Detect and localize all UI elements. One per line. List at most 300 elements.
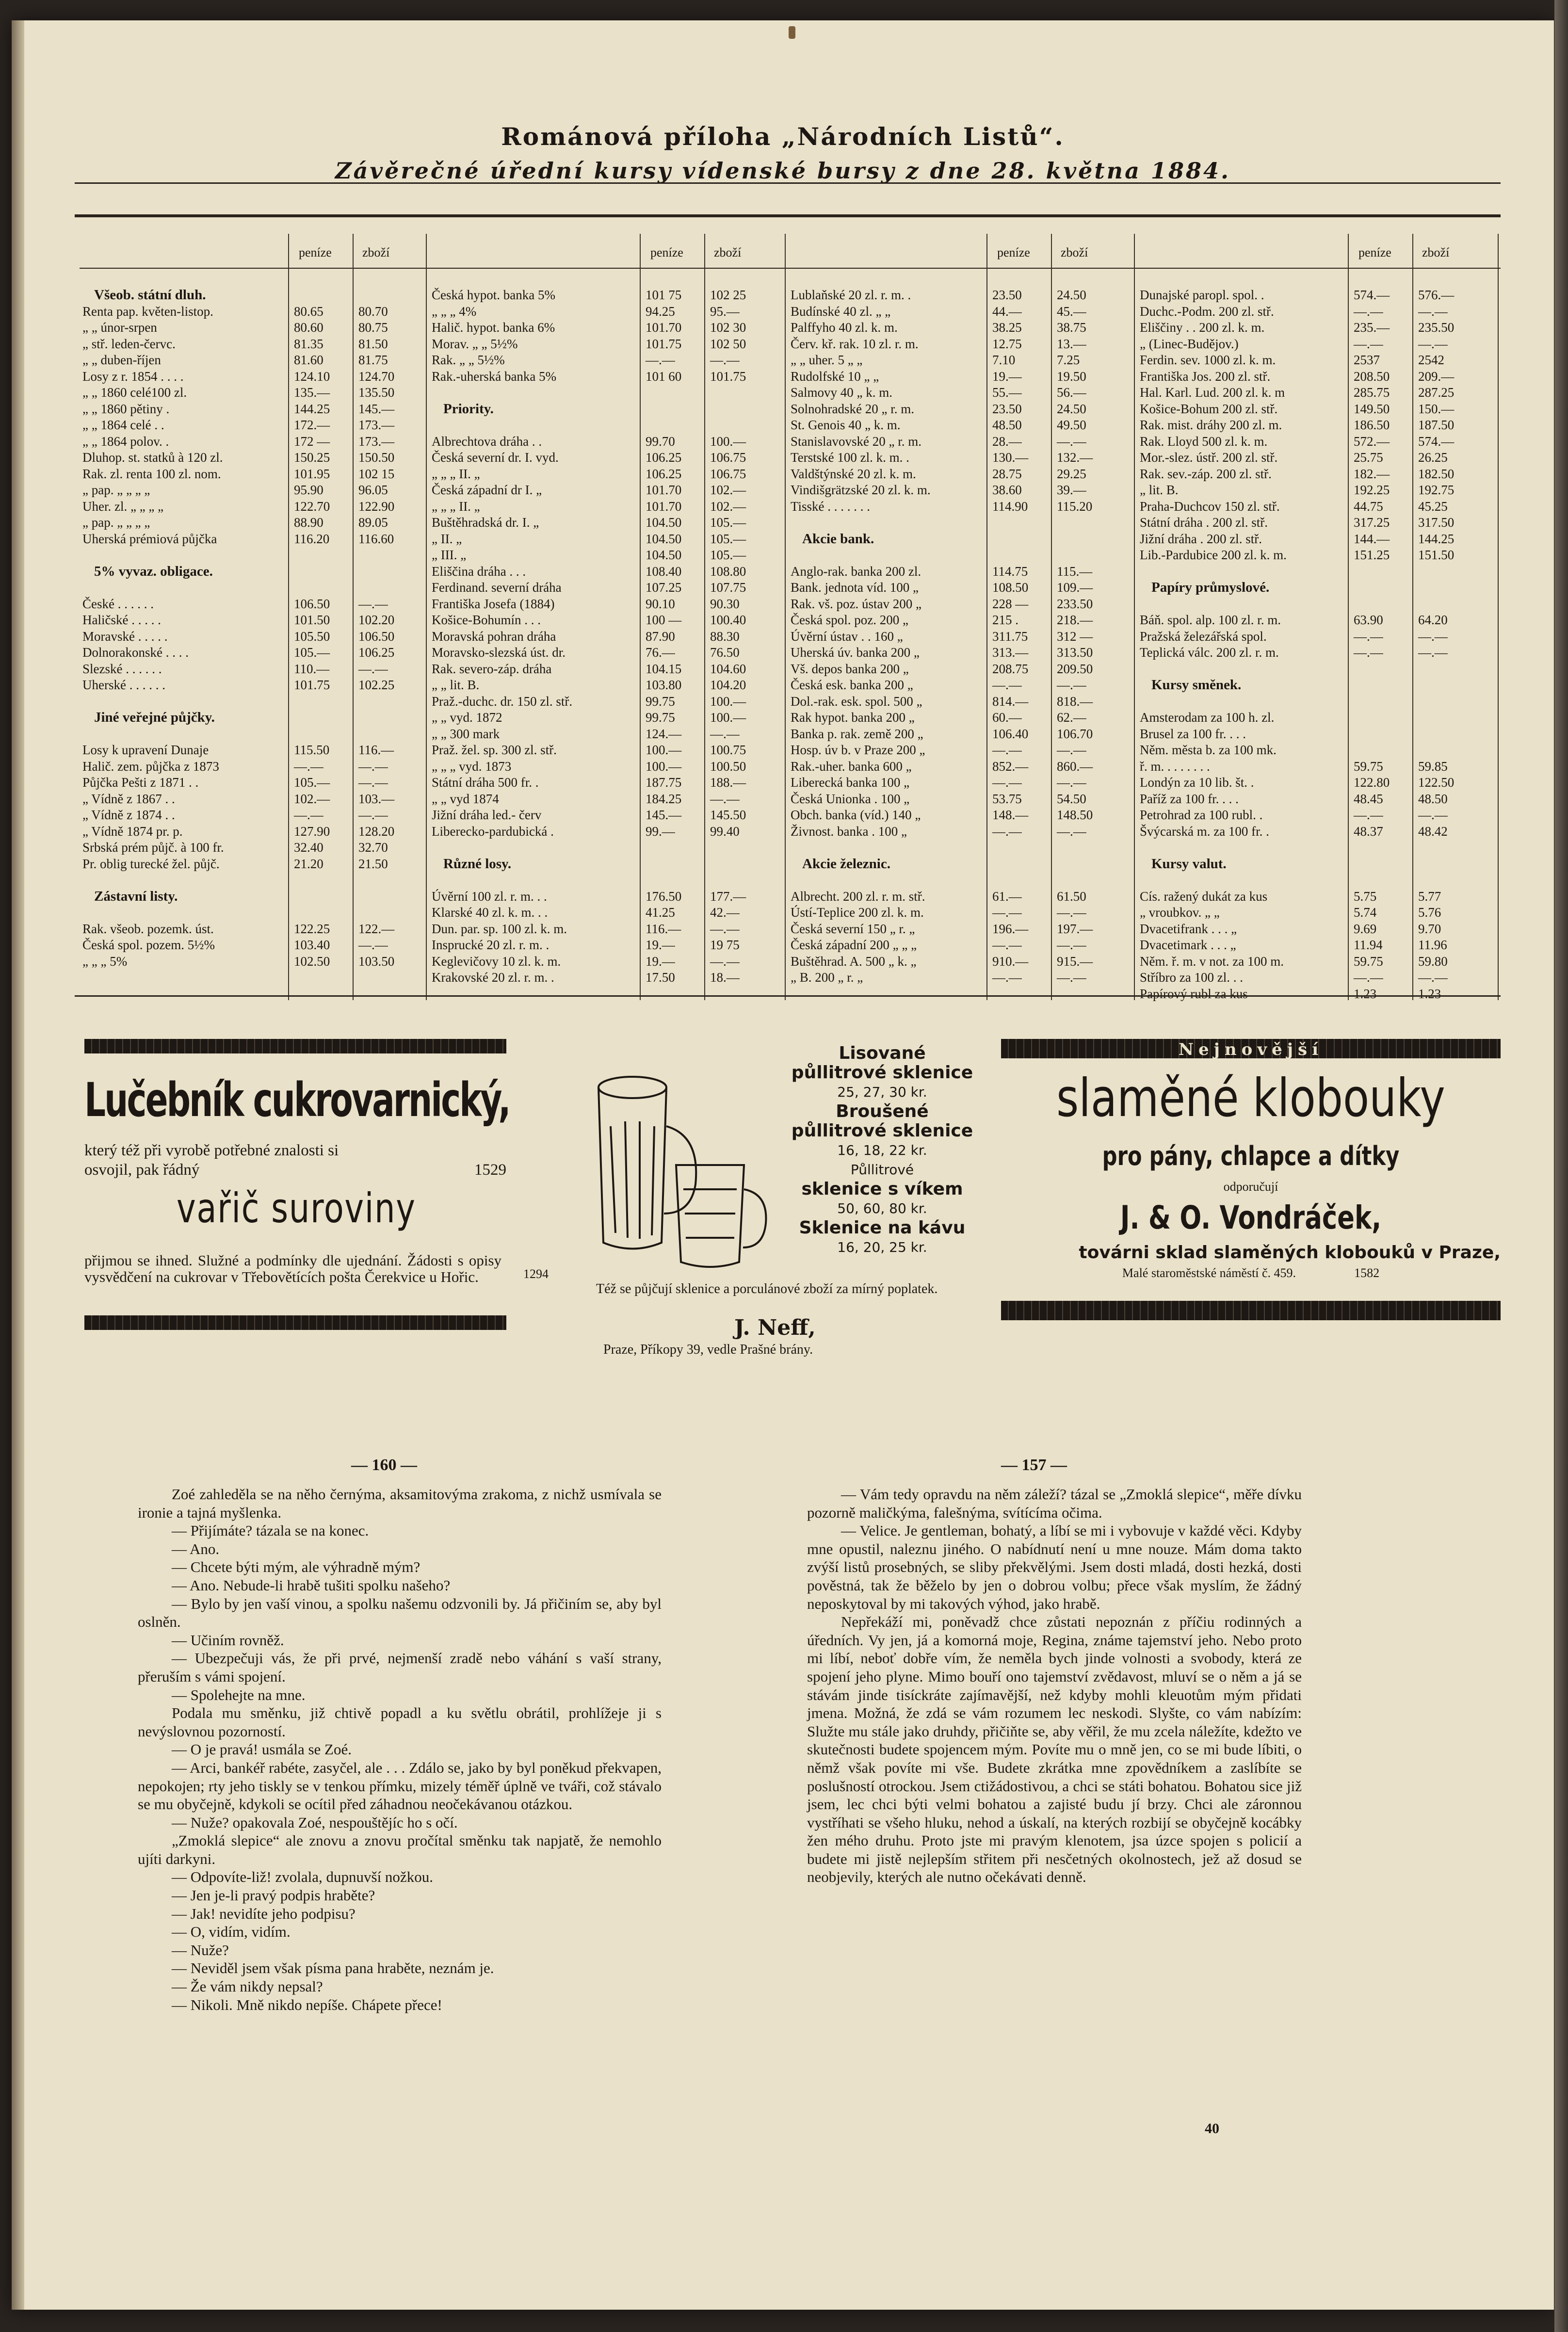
goods-price: 148.50 xyxy=(1057,808,1093,822)
ad-left-line1: který též při vyrobě potřebné znalosti si xyxy=(84,1142,339,1159)
security-name: Pražská železářská spol. xyxy=(1140,629,1267,644)
ad-right-firm: J. & O. Vondráček, xyxy=(1120,1199,1382,1236)
money-price: 11.94 xyxy=(1354,938,1383,952)
section-heading xyxy=(80,287,429,304)
goods-price: —.— xyxy=(1057,970,1086,985)
exchange-row xyxy=(429,612,788,629)
security-name: Albrecht. 200 zl. r. m. stř. xyxy=(791,889,925,904)
header-goods: zboží xyxy=(1422,245,1450,259)
security-name: Akcie železnic. xyxy=(802,856,890,872)
money-price: 90.10 xyxy=(646,596,675,611)
paragraph: — Že vám nikdy nepsal? xyxy=(172,1978,323,1995)
goods-price: 100.— xyxy=(710,710,746,725)
money-price: 94.25 xyxy=(646,304,675,319)
ad-right-number: 1582 xyxy=(1354,1266,1380,1280)
security-name: Státní dráha . 200 zl. stř. xyxy=(1140,515,1268,530)
money-price: 208.75 xyxy=(992,661,1029,676)
money-price: 187.75 xyxy=(646,775,682,790)
exchange-table xyxy=(80,234,1501,1000)
goods-price: 915.— xyxy=(1057,954,1093,969)
security-name: Ferdin. sev. 1000 zl. k. m. xyxy=(1140,353,1276,367)
security-name: Budínské 40 zl. „ „ xyxy=(791,304,891,319)
goods-price: 122.90 xyxy=(358,499,395,514)
goods-price: 7.25 xyxy=(1057,353,1080,367)
exchange-row xyxy=(429,417,788,434)
security-name: Uherská prémiová půjčka xyxy=(82,531,217,546)
goods-price: 59.85 xyxy=(1418,759,1448,774)
money-price: 176.50 xyxy=(646,889,682,904)
goods-price: 102.— xyxy=(710,499,746,514)
section-heading xyxy=(80,889,429,905)
ad-middle-l5: půllitrové sklenice xyxy=(791,1121,973,1141)
ad-right-big: slaměné klobouky xyxy=(1056,1068,1445,1129)
security-name: Všeob. státní dluh. xyxy=(94,287,206,303)
security-name: Liberecko-pardubická . xyxy=(432,824,554,839)
security-name: Eliščiny . . 200 zl. k. m. xyxy=(1140,320,1265,335)
money-price: 102.— xyxy=(294,791,330,806)
exchange-row xyxy=(80,791,429,808)
goods-price: 100.— xyxy=(710,694,746,709)
goods-price: 104.60 xyxy=(710,661,746,676)
money-price: 106.25 xyxy=(646,466,682,481)
money-price: 17.50 xyxy=(646,970,675,985)
exchange-row xyxy=(1137,515,1501,531)
exchange-row xyxy=(80,401,429,418)
exchange-row xyxy=(788,954,1137,970)
goods-price: 59.80 xyxy=(1418,954,1448,969)
exchange-row xyxy=(80,369,429,385)
security-name: Jižní dráha led.- červ xyxy=(432,808,542,822)
paragraph: — Jak! nevidíte jeho podpisu? xyxy=(172,1905,356,1922)
ad-right-line2: Malé staroměstské náměstí č. 459. xyxy=(1122,1266,1296,1280)
security-name: Moravská pohran dráha xyxy=(432,629,556,644)
money-price: 149.50 xyxy=(1354,401,1390,416)
exchange-row xyxy=(429,515,788,531)
money-price: 5.75 xyxy=(1354,889,1377,904)
exchange-row xyxy=(1137,905,1501,921)
security-name: Česká západní dr I. „ xyxy=(432,483,542,497)
goods-price: 24.50 xyxy=(1057,401,1086,416)
money-price: —.— xyxy=(992,938,1022,952)
exchange-row xyxy=(80,905,429,921)
security-name: Rak. zl. renta 100 zl. nom. xyxy=(82,466,221,481)
money-price: —.— xyxy=(1354,645,1383,660)
goods-price: 89.05 xyxy=(358,515,388,530)
security-name: Půjčka Pešti z 1871 . . xyxy=(82,775,199,790)
security-name: Papírový rubl za kus xyxy=(1140,986,1248,1001)
money-price: 101 75 xyxy=(646,288,682,302)
exchange-row xyxy=(1137,645,1501,661)
exchange-row xyxy=(429,759,788,775)
exchange-row xyxy=(80,499,429,515)
exchange-row xyxy=(1137,564,1501,580)
goods-price: 54.50 xyxy=(1057,791,1086,806)
money-price: 574.— xyxy=(1354,288,1390,302)
exchange-row xyxy=(80,742,429,759)
section-heading xyxy=(80,564,429,580)
goods-price: 574.— xyxy=(1418,434,1455,449)
exchange-row xyxy=(1137,352,1501,369)
security-name: Jiné veřejné půjčky. xyxy=(94,710,215,725)
exchange-row xyxy=(429,824,788,840)
money-price: 25.75 xyxy=(1354,450,1383,465)
exchange-row xyxy=(1137,401,1501,418)
money-price: 150.25 xyxy=(294,450,330,465)
exchange-row xyxy=(1137,417,1501,434)
money-price: 80.60 xyxy=(294,320,323,335)
exchange-row xyxy=(788,645,1137,661)
goods-price: 81.50 xyxy=(358,336,388,351)
money-price: 122.25 xyxy=(294,921,330,936)
exchange-row xyxy=(1137,304,1501,320)
exchange-row xyxy=(1137,775,1501,791)
exchange-row xyxy=(80,677,429,694)
exchange-row xyxy=(429,905,788,921)
pin-mark xyxy=(789,26,795,39)
exchange-column-header xyxy=(1137,234,1501,269)
goods-price: 317.50 xyxy=(1418,515,1455,530)
security-name: Buštěhradská dr. I. „ xyxy=(432,515,539,530)
ad-middle-list xyxy=(773,1044,991,1257)
goods-price: —.— xyxy=(710,791,740,806)
exchange-row xyxy=(429,482,788,499)
money-price: 5.74 xyxy=(1354,905,1377,920)
security-name: Hosp. úv b. v Praze 200 „ xyxy=(791,743,925,757)
exchange-row xyxy=(80,872,429,889)
exchange-column xyxy=(1137,234,1501,1000)
money-price: 215 . xyxy=(992,613,1018,627)
security-name: ř. m. . . . . . . . xyxy=(1140,759,1210,774)
paragraph: — Nikoli. Mně nikdo nepíše. Chápete přece! xyxy=(172,1996,442,2013)
goods-price: 105.— xyxy=(710,515,746,530)
goods-price: 45.25 xyxy=(1418,499,1448,514)
security-name: Halič. hypot. banka 6% xyxy=(432,320,555,335)
security-name: Ferdinand. severní dráha xyxy=(432,580,562,595)
header-goods: zboží xyxy=(362,245,390,259)
exchange-row xyxy=(80,336,429,353)
exchange-row xyxy=(80,450,429,466)
exchange-row xyxy=(80,937,429,954)
goods-price: 860.— xyxy=(1057,759,1093,774)
money-price: 102.50 xyxy=(294,954,330,969)
header-money: peníze xyxy=(650,245,683,259)
exchange-row xyxy=(80,840,429,856)
paragraph: — Ano. xyxy=(172,1540,220,1557)
money-price: 317.25 xyxy=(1354,515,1390,530)
security-name: Londýn za 10 lib. št. . xyxy=(1140,775,1254,790)
security-name: Teplická válc. 200 zl. r. m. xyxy=(1140,645,1279,660)
security-name: Dol.-rak. esk. spol. 500 „ xyxy=(791,694,922,709)
paragraph: — Chcete býti mým, ale výhradně mým? xyxy=(172,1558,420,1576)
money-price: 103.80 xyxy=(646,678,682,692)
exchange-row xyxy=(429,336,788,353)
security-name: Akcie bank. xyxy=(802,531,874,547)
exchange-row xyxy=(429,791,788,808)
money-price: 572.— xyxy=(1354,434,1390,449)
goods-price: 45.— xyxy=(1057,304,1086,319)
security-name: Báň. spol. alp. 100 zl. r. m. xyxy=(1140,613,1281,627)
exchange-row xyxy=(1137,612,1501,629)
money-price: 135.— xyxy=(294,385,330,400)
security-name: Uherská úv. banka 200 „ xyxy=(791,645,920,660)
goods-price: 88.30 xyxy=(710,629,740,644)
exchange-row xyxy=(80,385,429,401)
goods-price: 182.50 xyxy=(1418,466,1455,481)
security-name: Dvacetifrank . . . „ xyxy=(1140,921,1237,936)
exchange-row xyxy=(80,824,429,840)
money-price: 59.75 xyxy=(1354,759,1383,774)
security-name: „ „ uher. 5 „ „ xyxy=(791,353,863,367)
money-price: 81.60 xyxy=(294,353,323,367)
exchange-row xyxy=(788,905,1137,921)
ad-middle-number: 1294 xyxy=(523,1267,549,1281)
security-name: „ „ „ II. „ xyxy=(432,499,480,514)
money-price: 145.— xyxy=(646,808,682,822)
goods-price: 102 50 xyxy=(710,336,746,351)
section-heading xyxy=(1137,677,1501,694)
exchange-row xyxy=(1137,970,1501,986)
money-price: 48.50 xyxy=(992,418,1022,432)
goods-price: —.— xyxy=(1057,678,1086,692)
ad-left-intro xyxy=(84,1141,506,1180)
security-name: Uher. zl. „ „ „ „ xyxy=(82,499,164,514)
goods-price: 42.— xyxy=(710,905,740,920)
goods-price: —.— xyxy=(710,954,740,969)
money-price: 105.— xyxy=(294,645,330,660)
goods-price: 313.50 xyxy=(1057,645,1093,660)
masthead-subtitle: Závěrečné úřední kursy vídenské bursy z dne 28. května 1884. xyxy=(335,158,1230,184)
goods-price: —.— xyxy=(1057,743,1086,757)
goods-price: 19 75 xyxy=(710,938,740,952)
security-name: Obch. banka (víd.) 140 „ xyxy=(791,808,921,822)
security-name: Něm. města b. za 100 mk. xyxy=(1140,743,1277,757)
money-price: 115.50 xyxy=(294,743,330,757)
security-name: 5% vyvaz. obligace. xyxy=(94,563,213,579)
exchange-row xyxy=(1137,694,1501,710)
security-name: „ (Linec-Budějov.) xyxy=(1140,336,1239,351)
ad-middle-l1: Lisované xyxy=(839,1043,926,1063)
exchange-row xyxy=(788,840,1137,856)
ad-right-line1: továrni sklad slaměných klobouků v Praze, xyxy=(1079,1243,1501,1263)
security-name: Losy z r. 1854 . . . . xyxy=(82,369,184,384)
exchange-row xyxy=(788,304,1137,320)
money-price: 88.90 xyxy=(294,515,323,530)
section-heading xyxy=(429,401,788,418)
exchange-row xyxy=(80,482,429,499)
security-name: Srbská prém půjč. à 100 fr. xyxy=(82,840,224,855)
paragraph: „Zmoklá slepice“ ale znovu a znovu pročítal směnku tak napjatě, že nemohlo ujíti darkyni. xyxy=(138,1832,662,1867)
money-price: 101 60 xyxy=(646,369,682,384)
goods-price: 11.96 xyxy=(1418,938,1447,952)
money-price: 32.40 xyxy=(294,840,323,855)
ad-left-bottom-bar xyxy=(84,1315,506,1330)
security-name: Dvacetimark . . . „ xyxy=(1140,938,1236,952)
exchange-row xyxy=(788,824,1137,840)
security-name: „ vroubkov. „ „ xyxy=(1140,905,1220,920)
money-price: 182.— xyxy=(1354,466,1390,481)
goods-price: 122.— xyxy=(358,921,395,936)
security-name: Amsterodam za 100 h. zl. xyxy=(1140,710,1275,725)
goods-price: 150.— xyxy=(1418,401,1455,416)
exchange-row xyxy=(80,807,429,824)
exchange-row xyxy=(429,450,788,466)
exchange-row xyxy=(429,385,788,401)
paragraph: — Ano. Nebude-li hrabě tušiti spolku našeho? xyxy=(172,1576,451,1594)
security-name: Brusel za 100 fr. . . . xyxy=(1140,726,1246,741)
goods-price: 95.— xyxy=(710,304,740,319)
goods-price: —.— xyxy=(358,596,388,611)
security-name: Různé losy. xyxy=(443,856,512,872)
exchange-row xyxy=(429,304,788,320)
goods-price: —.— xyxy=(1418,304,1448,319)
security-name: Pr. oblig turecké žel. půjč. xyxy=(82,856,220,871)
paragraph: — Spolehejte na mne. xyxy=(172,1686,306,1703)
goods-price: 197.— xyxy=(1057,921,1093,936)
goods-price: 48.50 xyxy=(1418,791,1448,806)
security-name: „ III. „ xyxy=(432,548,467,562)
goods-price: 122.50 xyxy=(1418,775,1455,790)
money-price: 184.25 xyxy=(646,791,682,806)
security-name: „ „ vyd. 1872 xyxy=(432,710,502,725)
ad-left-line2-row xyxy=(84,1160,506,1180)
exchange-column-header xyxy=(80,234,429,269)
goods-price: 144.25 xyxy=(1418,531,1455,546)
exchange-row xyxy=(1137,759,1501,775)
paragraph: — Nuže? opakovala Zoé, nespouštějíc ho s očí. xyxy=(172,1814,458,1831)
security-name: Dluhop. st. statků à 120 zl. xyxy=(82,450,223,465)
exchange-row xyxy=(80,434,429,450)
money-price: 814.— xyxy=(992,694,1029,709)
money-price: 235.— xyxy=(1354,320,1390,335)
exchange-row xyxy=(788,791,1137,808)
paragraph: — Vám tedy opravdu na něm záleží? tázal se „Zmoklá slepice“, měře dívku pozorně maličkýma, falešnýma, svítícíma očima. xyxy=(807,1486,1302,1521)
money-price: 101.70 xyxy=(646,483,682,497)
page-edge xyxy=(1554,0,1568,2332)
paragraph: — Neviděl jsem však písma pana hraběte, neznám je. xyxy=(172,1960,494,1977)
exchange-row xyxy=(429,580,788,596)
goods-price: 90.30 xyxy=(710,596,740,611)
security-name: „ lit. B. xyxy=(1140,483,1179,497)
exchange-row xyxy=(1137,629,1501,645)
exchange-row xyxy=(1137,531,1501,548)
money-price: 28.75 xyxy=(992,466,1022,481)
exchange-row xyxy=(429,320,788,336)
exchange-row xyxy=(788,694,1137,710)
paragraph: — Arci, bankéř rabéte, zasyčel, ale . . . Zdálo se, jako by byl poněkud překvapen, nepokojen; rty jeho tiskly se v tenkou přímku, mizely téměř úplně ve tváři, což stávalo se mu obyčejně, kdykoli se ocítil před záhadnou neočekávanou otázkou. xyxy=(138,1759,662,1813)
paragraph: — Bylo by jen vaší vinou, a spolku našemu odzvonili by. Já přičiním se, aby byl oslněn. xyxy=(138,1595,662,1631)
goods-price: —.— xyxy=(1057,775,1086,790)
goods-price: 173.— xyxy=(358,418,395,432)
security-name: Rak. mist. dráhy 200 zl. m. xyxy=(1140,418,1282,432)
money-price: 172.— xyxy=(294,418,330,432)
security-name: St. Genois 40 „ k. m. xyxy=(791,418,901,432)
security-name: Zástavní listy. xyxy=(94,888,178,904)
exchange-row xyxy=(80,466,429,483)
money-price: 44.75 xyxy=(1354,499,1383,514)
security-name: „ „ vyd 1874 xyxy=(432,791,499,806)
money-price: 28.— xyxy=(992,434,1022,449)
goods-price: 103.— xyxy=(358,791,395,806)
money-price: 148.— xyxy=(992,808,1029,822)
exchange-row xyxy=(1137,661,1501,678)
exchange-row xyxy=(429,840,788,856)
goods-price: —.— xyxy=(358,808,388,822)
money-price: 81.35 xyxy=(294,336,323,351)
goods-price: 818.— xyxy=(1057,694,1093,709)
exchange-row xyxy=(1137,482,1501,499)
security-name: Česká severní 150 „ r. „ xyxy=(791,921,915,936)
goods-price: 32.70 xyxy=(358,840,388,855)
security-name: „ „ 1864 polov. . xyxy=(82,434,169,449)
money-price: 116.— xyxy=(646,921,681,936)
goods-price: 24.50 xyxy=(1057,288,1086,302)
money-price: 852.— xyxy=(992,759,1029,774)
money-price: 151.25 xyxy=(1354,548,1390,562)
ad-middle-text: Též se půjčují sklenice a porculánové zboží za mírný poplatek. xyxy=(596,1281,938,1296)
ad-right-bottom-bar xyxy=(1001,1301,1501,1320)
goods-price: 107.75 xyxy=(710,580,746,595)
security-name: Rak. všeob. pozemk. úst. xyxy=(82,921,214,936)
exchange-row xyxy=(80,954,429,970)
money-price: 1.23 xyxy=(1354,986,1377,1001)
exchange-row xyxy=(788,612,1137,629)
money-price: 23.50 xyxy=(992,401,1022,416)
goods-price: 104.20 xyxy=(710,678,746,692)
money-price: 124.10 xyxy=(294,369,330,384)
goods-price: 64.20 xyxy=(1418,613,1448,627)
security-name: Rak. severo-záp. dráha xyxy=(432,661,552,676)
exchange-row xyxy=(429,434,788,450)
money-price: 60.— xyxy=(992,710,1022,725)
exchange-row xyxy=(429,726,788,743)
goods-price: 18.— xyxy=(710,970,740,985)
goods-price: —.— xyxy=(1418,645,1448,660)
money-price: —.— xyxy=(1354,629,1383,644)
exchange-row xyxy=(1137,791,1501,808)
exchange-row xyxy=(429,596,788,613)
exchange-row xyxy=(788,921,1137,938)
security-name: Česká severní dr. I. vyd. xyxy=(432,450,559,465)
exchange-row xyxy=(1137,710,1501,726)
exchange-row xyxy=(1137,466,1501,483)
money-price: 7.10 xyxy=(992,353,1016,367)
security-name: Liberecká banka 100 „ xyxy=(791,775,910,790)
exchange-row xyxy=(788,352,1137,369)
goods-price: 124.70 xyxy=(358,369,395,384)
exchange-row xyxy=(80,661,429,678)
money-price: 95.90 xyxy=(294,483,323,497)
goods-price: 115.— xyxy=(1057,564,1093,579)
security-name: Jižní dráha . 200 zl. stř. xyxy=(1140,531,1262,546)
ad-middle-l8: sklenice s víkem xyxy=(801,1179,963,1199)
goods-price: 151.50 xyxy=(1418,548,1455,562)
exchange-row xyxy=(788,677,1137,694)
money-price: —.— xyxy=(294,808,323,822)
money-price: 106.25 xyxy=(646,450,682,465)
exchange-column-header xyxy=(788,234,1137,269)
money-price: 104.50 xyxy=(646,515,682,530)
exchange-row xyxy=(1137,369,1501,385)
money-price: 107.25 xyxy=(646,580,682,595)
goods-price: 81.75 xyxy=(358,353,388,367)
security-name: Košice-Bohum 200 zl. stř. xyxy=(1140,401,1278,416)
exchange-row xyxy=(429,499,788,515)
security-name: „ „ 1860 pětiny . xyxy=(82,401,170,416)
exchange-row xyxy=(429,872,788,889)
money-price: 114.75 xyxy=(992,564,1028,579)
exchange-row xyxy=(788,872,1137,889)
goods-price: 233.50 xyxy=(1057,596,1093,611)
